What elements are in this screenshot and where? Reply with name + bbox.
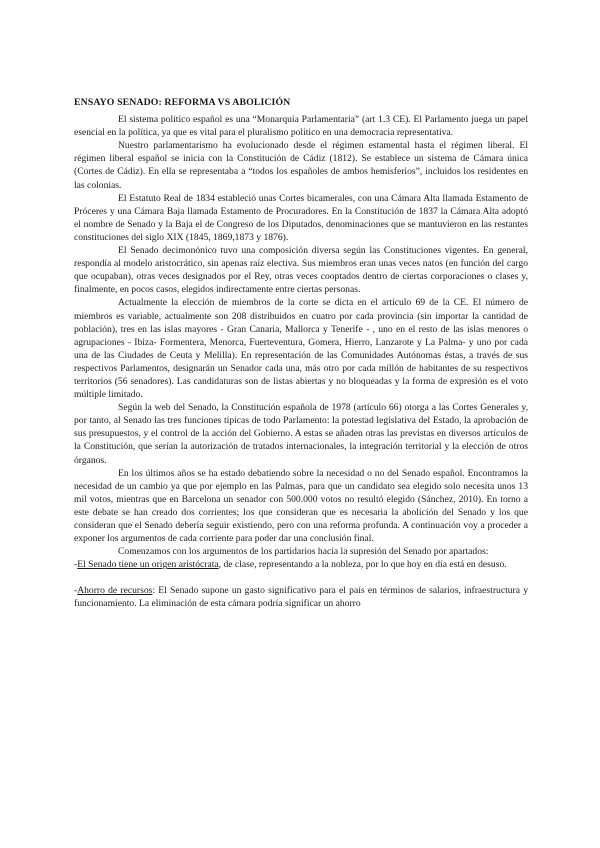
argument-item: [74, 584, 528, 610]
document-title: ENSAYO SENADO: REFORMA VS ABOLICIÓN: [74, 97, 291, 108]
item-heading: Ahorro de recursos: [77, 585, 153, 597]
paragraph: En los últimos años se ha estado debatiendo sobre la necesidad o no del Senado español. Encontramos la necesidad de un cambio ya que por ejemplo en las Palmas, para que un candidato sea elegido solo necesita unos 13 mil votos, mientras que en Barcelona un senador con 500.000 votos no resultó elegido (Sánchez, 2010). En torno a este debate se han creado dos corrientes; los que consideran que es necesaria la abolición del Senado y los que consideran que el Senado debería seguir existiendo, pero con una reforma profunda. A continuación voy a proceder a exponer los argumentos de cada corriente para poder dar una conclusión final.: [74, 467, 528, 545]
item-text: : El Senado supone un gasto significativo para el país en términos de salarios, infraestructura y funcionamiento. La eliminación de esta cámara podría significar un ahorro: [74, 585, 528, 610]
spacer: [74, 571, 528, 584]
document-body: [74, 96, 528, 611]
paragraph: El Senado decimonónico tuvo una composición diversa según las Constituciones vigentes. En general, respondía al modelo aristocrático, sin apenas raíz electiva. Sus miembros eran unas veces natos (en función del cargo que ocupaban), otras veces designados por el Rey, otras veces cooptados dentro de ciertas corporaciones o clases y, finalmente, en pocos casos, elegidos indirectamente entre ciertas personas.: [74, 245, 528, 296]
item-prefix: -: [74, 585, 78, 597]
paragraph: Comenzamos con los argumentos de los partidarios hacia la supresión del Senado por apartados:: [118, 546, 489, 558]
paragraph: Según la web del Senado, la Constitución española de 1978 (artículo 66) otorga a las Cortes Generales y, por tanto, al Senado las tres funciones típicas de todo Parlamento: la potestad legislativa del Estado, la aprobación de sus presupuestos, y el control de la acción del Gobierno. A estas se añaden otras las previstas en diversos artículos de la Constitución, que serían la autorización de tratados internacionales, la integración territorial y la elección de otros órganos.: [74, 402, 528, 466]
paragraph: Nuestro parlamentarismo ha evolucionado desde el régimen estamental hasta el régimen liberal. El régimen liberal español se inicia con la Constitución de Cádiz (1812). Se establece un sistema de Cámara única (Cortes de Cádiz). En ella se representaba a “todos los españoles de ambos hemisferios”, incluidos los residentes en las colonias.: [74, 140, 528, 191]
paragraph: El sistema político español es una “Monarquía Parlamentaria” (art 1.3 CE). El Parlamento juega un papel esencial en la política, ya que es vital para el pluralismo político en una democracia representativa.: [74, 114, 528, 139]
item-heading: El Senado tiene un origen aristócrata: [77, 559, 219, 571]
paragraph: El Estatuto Real de 1834 estableció unas Cortes bicamerales, con una Cámara Alta llamada Estamento de Próceres y una Cámara Baja llamada Estamento de Procuradores. En la Constitución de 1837 la Cámara Alta adoptó el nombre de Senado y la Baja el de Congreso de los Diputados, denominaciones que se mantuvieron en las restantes constituciones del siglo XIX (1845, 1869,1873 y 1876).: [74, 192, 528, 243]
argument-item: [74, 558, 528, 571]
item-prefix: -: [74, 559, 78, 571]
paragraph: Actualmente la elección de miembros de la corte se dicta en el artículo 69 de la CE. El número de miembros es variable, actualmente son 208 distribuidos en cuatro por cada provincia (sin importar la cantidad de población), tres en las islas mayores - Gran Canaria, Mallorca y Tenerife - , uno en el resto de las islas menores o agrupaciones - Ibiza- Formentera, Menorca, Fuerteventura, Gomera, Hierro, Lanzarote y La Palma- y uno por cada una de las Ciudades de Ceuta y Melilla). En representación de las Comunidades Autónomas éstas, a través de sus respectivos Parlamentos, designarán un Senador cada una, más otro por cada millón de habitantes de su respectivos territorios (56 senadores). Las candidaturas son de listas abiertas y no bloqueadas y la forma de expresión es el voto múltiple limitado.: [74, 297, 528, 401]
item-text: , de clase, representando a la nobleza, por lo que hoy en día está en desuso.: [218, 559, 507, 571]
